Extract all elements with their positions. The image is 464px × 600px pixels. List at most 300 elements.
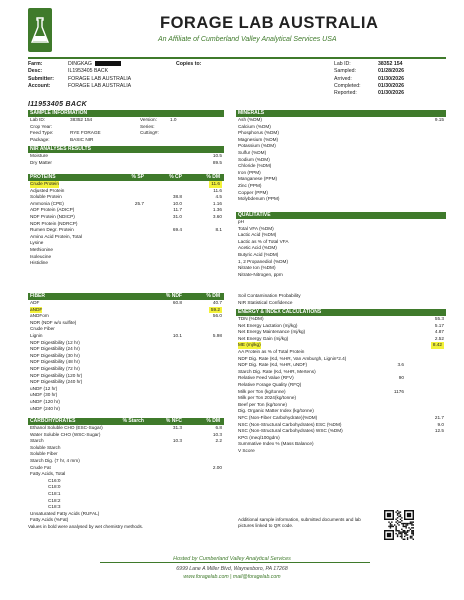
wet-chemistry-note: Values in bold were analysed by wet chemistry methods. [28,524,144,529]
farm-value: DINGKAG [68,61,92,67]
table-row [236,422,446,429]
lab-id-label: Lab ID: [334,61,351,67]
row-label: Beef per Ton (kg/tonne) [238,401,287,407]
table-row [28,425,224,432]
header-divider [28,57,446,59]
table-row [236,336,446,343]
footer-address: 6999 Lane A Miller Blvd, Waynesboro, PA 17268 [176,566,288,572]
section-header [28,174,224,181]
row-label: Soluble Fiber [30,451,58,457]
footer-contact: www.foragelab.com | mail@foragelab.com [183,574,281,580]
meta-left [28,61,131,90]
row-value: 9.0 [437,421,444,427]
row-label: Acetic Acid (%DM) [238,245,277,251]
table-row [236,441,446,448]
table-row [28,471,224,478]
row-label: NIR Statistical Confidence [238,299,293,305]
row-label: Net Energy Maintenance (mj/kg) [238,329,306,335]
row-label: NDF Dig. Rate (Kd, %HR, Van Amburgh, Lignin*2.4) [238,355,347,361]
section-header [236,309,446,316]
table-row [28,194,224,201]
row-label: C18:3 [48,504,61,510]
qr-code-icon[interactable] [384,510,414,540]
table-row [28,498,224,505]
table-row [236,435,446,442]
table-row [236,183,446,190]
row-value: 89.5 [212,159,222,165]
desc-label: Desc: [28,68,43,75]
row-label-secondary: Cutting#: [140,130,159,136]
row-label: NDF Protein (NDICP) [30,213,75,219]
qr-caption: Additional sample information, submitted documents and lab pictures linked to QR code. [238,517,361,528]
row-value: 56.0 [212,313,222,319]
row-value: 11.6 [211,181,220,186]
section-header [28,110,224,117]
row-value: 3.60 [212,213,222,219]
row-value: 31.0 [172,213,182,219]
table-row [28,307,224,314]
row-label: ADF [30,300,40,305]
table-row [236,239,446,246]
row-value: 6.8 [215,425,222,430]
lab-id-value: 38352 154 [378,61,403,67]
row-label: NDF Digestibility (240 hr) [30,379,83,385]
row-label: Zinc (PPM) [238,182,262,188]
section-header [28,146,224,153]
row-label: Ammonia (CPE) [30,200,64,206]
row-label: Magnesium (%DM) [238,136,279,142]
row-value: 2.52 [434,335,444,341]
table-row [28,254,224,261]
row-label: NDF Digestibility (24 hr) [30,346,80,352]
table-row [236,245,446,252]
section-title: ENERGY & INDEX CALCULATIONS [238,309,322,315]
submitter-value: FORAGE LAB AUSTRALIA [68,75,132,82]
column-header: % Starch [122,418,144,424]
farm-label: Farm: [28,61,43,67]
row-value: RYE FORAGE [70,130,101,136]
table-row [28,511,224,518]
row-value: 5.17 [434,322,444,328]
row-label: Chloride (%DM) [238,163,272,169]
table-row [236,130,446,137]
row-label: Lignin [30,332,43,338]
row-label: NDR Protein (NDRCP) [30,220,78,226]
table-row [236,415,446,422]
table-row [28,326,224,333]
table-row [28,181,224,188]
table-row [236,316,446,323]
table-row [236,382,446,389]
row-value: 31.3 [172,425,182,430]
section-title: FIBER [30,293,45,299]
table-row [28,201,224,208]
table-row [28,445,224,452]
row-label: Copper (PPM) [238,189,268,195]
flask-logo-icon [28,8,52,52]
column-header: % DM [206,418,220,424]
row-label: uNDF (240 hr) [30,405,60,411]
table-row [28,517,224,524]
table-row [28,373,224,380]
table-row [28,160,224,167]
table-row [236,196,446,203]
table-row [28,432,224,439]
contamination-section [236,293,446,306]
row-label: Amino Acid Protein, Total [30,233,83,239]
section-title: NIR ANALYSES RESULTS [30,146,91,152]
row-label: Starch [30,438,44,444]
table-row [236,117,446,124]
completed-value: 01/30/2026 [378,82,404,89]
table-row [236,226,446,233]
row-label: Phosphorus (%DM) [238,130,279,136]
table-row [28,117,224,124]
row-value: 10.0 [172,200,182,206]
column-header: % DM [206,293,220,299]
row-label: 1, 2 Propanediol (%DM) [238,258,289,264]
row-value: 10.5 [212,153,222,158]
section-header [28,293,224,300]
table-row [28,300,224,307]
row-value: 69.4 [172,227,182,233]
row-label: Rumen Degr. Protein [30,227,74,233]
arrived-value: 01/30/2026 [378,75,404,82]
row-label: TDN (%DM) [238,316,264,321]
row-label: NDF Digestibility (12 hr) [30,339,80,345]
table-row [28,260,224,267]
row-value: 5.98 [212,332,222,338]
row-label: C18:0 [48,484,61,490]
column-header: % CP [169,174,182,180]
table-row [236,395,446,402]
brand-tagline: An Affiliate of Cumberland Valley Analytical Services USA [158,36,337,43]
row-label: NSC (Non-Structural Carbohydrates) WSC (%DM) [238,428,343,434]
table-row [236,428,446,435]
row-value: 38352 154 [70,117,93,122]
section-title: PROTEINS [30,174,56,180]
nir-results-section [28,146,224,166]
row-value: 10.1 [172,332,182,338]
row-label: Net Energy Gain (mj/kg) [238,335,289,341]
table-row [236,150,446,157]
row-label: Fatty Acids (%Fat) [30,517,69,523]
table-row [236,293,446,300]
section-header [28,418,224,425]
table-row [28,188,224,195]
section-title: CARBOHYDRATES [30,418,76,424]
section-header [236,110,446,117]
row-label: ADF Protein (ADICP) [30,207,75,213]
row-value: 1.16 [212,200,222,206]
row-value: 2.2 [215,438,222,444]
row-label: Molybdenum (PPM) [238,196,280,202]
row-label: Crude Protein [30,181,59,186]
row-value: 11.7 [173,207,182,213]
row-label: Iron (PPM) [238,169,261,175]
row-label: Lab ID: [30,117,46,122]
section-title: MINERALS [238,110,265,116]
row-label: Ash (%DM) [238,117,262,122]
row-label: NDF Digestibility (48 hr) [30,359,80,365]
reported-value: 01/30/2026 [378,90,404,97]
table-row [236,157,446,164]
row-label: Lactic as % of Total VFA [238,238,289,244]
column-header: % DM [206,174,220,180]
table-row [236,369,446,376]
row-label: aNDF [30,306,43,312]
table-row [28,465,224,472]
row-label: Sodium (%DM) [238,156,270,162]
energy-index-section [236,309,446,454]
table-row [28,320,224,327]
row-value: 4.5 [215,194,222,200]
row-label: Crop Year: [30,123,53,129]
row-label: Sulfur (%DM) [238,149,267,155]
row-label: Relative Feed Value (RFV) [238,375,294,381]
table-row [28,240,224,247]
row-label: Soluble Protein [30,194,62,200]
table-row [236,143,446,150]
row-label: pH [238,219,244,224]
row-value: 3.6 [397,362,404,368]
section-title: SAMPLE INFORMATION [30,110,88,116]
row-label: Histidine [30,260,48,266]
row-label: Net Energy Lactation (mj/kg) [238,322,298,328]
table-row [28,478,224,485]
row-label: NFC (Non-Fiber Carbohydrate)(%DM) [238,414,318,420]
row-label: aNDFom [30,313,49,319]
table-row [28,207,224,214]
table-row [28,484,224,491]
table-row [28,346,224,353]
table-row [28,313,224,320]
row-value: 25.7 [134,200,144,206]
row-value: 8.1 [215,227,222,233]
row-value: 12.5 [434,428,444,434]
row-label: Package: [30,136,50,142]
row-label: Lactic Acid (%DM) [238,232,277,238]
row-label: Water Soluble CHO (WSC-Sugar) [30,431,101,437]
table-row [236,190,446,197]
table-row [236,329,446,336]
row-label: Ethanol Soluble CHO (ESC-Sugar) [30,425,103,430]
table-row [236,349,446,356]
table-row [28,137,224,144]
meta-right [334,61,404,97]
row-label: Starch Dig. Rate (Kd, %HR, Mertens) [238,368,316,374]
row-value: 10.3 [172,438,182,444]
row-label: Isoleucine [30,253,52,259]
table-row [28,234,224,241]
sample-information-section [28,110,224,143]
row-label-secondary: Version: [140,117,157,122]
row-label: ME (mj/kg) [238,342,261,348]
row-label: Starch Dig. (7 hr, 4 mm) [30,457,80,463]
row-label: uNDF (120 hr) [30,398,60,404]
row-label: AA Protein as % of Total Protein [238,348,305,354]
row-label: C18:2 [48,497,61,503]
table-row [28,451,224,458]
row-value: 21.7 [434,414,444,420]
table-row [28,406,224,413]
section-header [236,212,446,219]
row-label: Crude Fat [30,464,51,470]
row-label: V Score [238,447,255,453]
row-value: 38.8 [172,194,182,200]
row-label: Methionine [30,246,53,252]
table-row [28,438,224,445]
row-label: Dig. Organic Matter Index (kg/tonne) [238,408,314,414]
brand-title: FORAGE LAB AUSTRALIA [160,14,379,32]
table-row [28,130,224,137]
table-row [28,392,224,399]
row-value: 59.2 [210,306,220,312]
row-label: Fatty Acids, Total [30,471,66,477]
row-label: Adjusted Protein [30,187,65,193]
submitter-label: Submitter: [28,75,54,82]
row-value: 60.8 [172,300,182,305]
row-label: NDF Digestibility (72 hr) [30,365,80,371]
table-row [28,458,224,465]
account-value: FORAGE LAB AUSTRALIA [68,82,132,89]
row-label: NDF Dig. Rate (Kd, %HR, uNDF) [238,362,308,368]
row-value: BASIC NIR [70,136,94,142]
copies-to [176,61,201,68]
table-row [28,221,224,228]
minerals-section [236,110,446,203]
table-row [28,153,224,160]
row-value: 10.3 [212,431,222,437]
table-row [236,219,446,226]
row-label: Manganese (PPM) [238,176,278,182]
sample-title: I11953405 BACK [28,101,87,108]
table-row [28,491,224,498]
table-row [28,353,224,360]
table-row [236,402,446,409]
column-header: % SP [131,174,144,180]
table-row [28,399,224,406]
table-row [236,375,446,382]
row-label: Crude Fiber [30,326,55,332]
table-row [28,124,224,131]
row-label: NDR (NDF w/o sulfite) [30,319,77,325]
completed-label: Completed: [334,82,361,89]
row-label: C18:1 [48,490,61,496]
row-label: Lysine [30,240,44,246]
row-label: Calcium (%DM) [238,123,271,129]
table-row [28,379,224,386]
row-label: C16:0 [48,477,61,483]
table-row [28,366,224,373]
table-row [236,448,446,455]
row-value: 9.15 [434,117,444,122]
table-row [236,124,446,131]
table-row [236,170,446,177]
qualitative-section [236,212,446,278]
row-value: 55.3 [434,316,444,321]
carbohydrates-section [28,418,224,524]
row-label: NDF Digestibility (120 hr) [30,372,83,378]
table-row [28,504,224,511]
row-label: Dry Matter [30,159,52,165]
row-label: Total VFA (%DM) [238,225,274,231]
footer-divider [100,562,370,563]
row-label: Soluble Starch [30,444,61,450]
row-label: Soil Contamination Probability [238,293,301,298]
column-header: % NDF [165,293,182,299]
table-row [236,323,446,330]
row-label: Moisture [30,153,48,158]
table-row [236,408,446,415]
table-row [28,214,224,221]
table-row [28,247,224,254]
row-value: 90 [398,375,404,381]
row-label: uNDF (30 hr) [30,392,58,398]
row-value: 4.87 [434,329,444,335]
table-row [236,300,446,307]
fiber-section [28,293,224,412]
row-value: 11.6 [213,187,222,193]
reported-label: Reported: [334,90,357,97]
table-row [236,163,446,170]
row-label: Summative Index % (Mass Balance) [238,441,314,447]
row-label: uNDF (12 hr) [30,385,58,391]
row-value: 2.00 [212,464,222,470]
row-label: Butyric Acid (%DM) [238,251,279,257]
row-label: NSC (Non-Structural Carbohydrates) ESC (%DM) [238,421,342,427]
row-label: Feed Type: [30,130,54,136]
table-row [28,359,224,366]
table-row [28,333,224,340]
row-value: 40.7 [212,300,222,305]
table-row [236,265,446,272]
table-row [236,252,446,259]
row-label-secondary: Series: [140,123,155,129]
copies-label: Copies to: [176,61,202,67]
account-label: Account: [28,82,51,89]
row-value: 8.42 [432,342,442,348]
section-title: QUALITATIVE [238,212,271,218]
row-label: Relative Forage Quality (RFQ) [238,381,302,387]
table-row [28,386,224,393]
row-value-secondary: 1.0 [170,117,177,122]
row-label: KPG (meq/100gdm) [238,434,280,440]
row-label: NDF Digestibility (30 hr) [30,352,80,358]
table-row [236,272,446,279]
table-row [236,232,446,239]
row-label: Milk per Ton (kg/tonne) [238,388,286,394]
row-label: Unsaturated Fatty Acids (RUFAL) [30,510,100,516]
column-header: % NFC [165,418,182,424]
row-value: 1.36 [212,207,222,213]
table-row [236,176,446,183]
table-row [236,342,446,349]
table-row [28,227,224,234]
table-row [236,137,446,144]
row-label: Potassium (%DM) [238,143,276,149]
table-row [236,259,446,266]
sampled-label: Sampled: [334,68,356,75]
redacted-block [95,61,121,66]
row-value: 1176 [393,388,404,394]
table-row [236,356,446,363]
row-label: Nitrate-Nitrogen, ppm [238,271,283,277]
proteins-section [28,174,224,267]
table-row [236,389,446,396]
row-label: Nitrate Ion (%DM) [238,265,276,271]
row-label: Milk per Ton 2024(kg/tonne) [238,395,297,401]
